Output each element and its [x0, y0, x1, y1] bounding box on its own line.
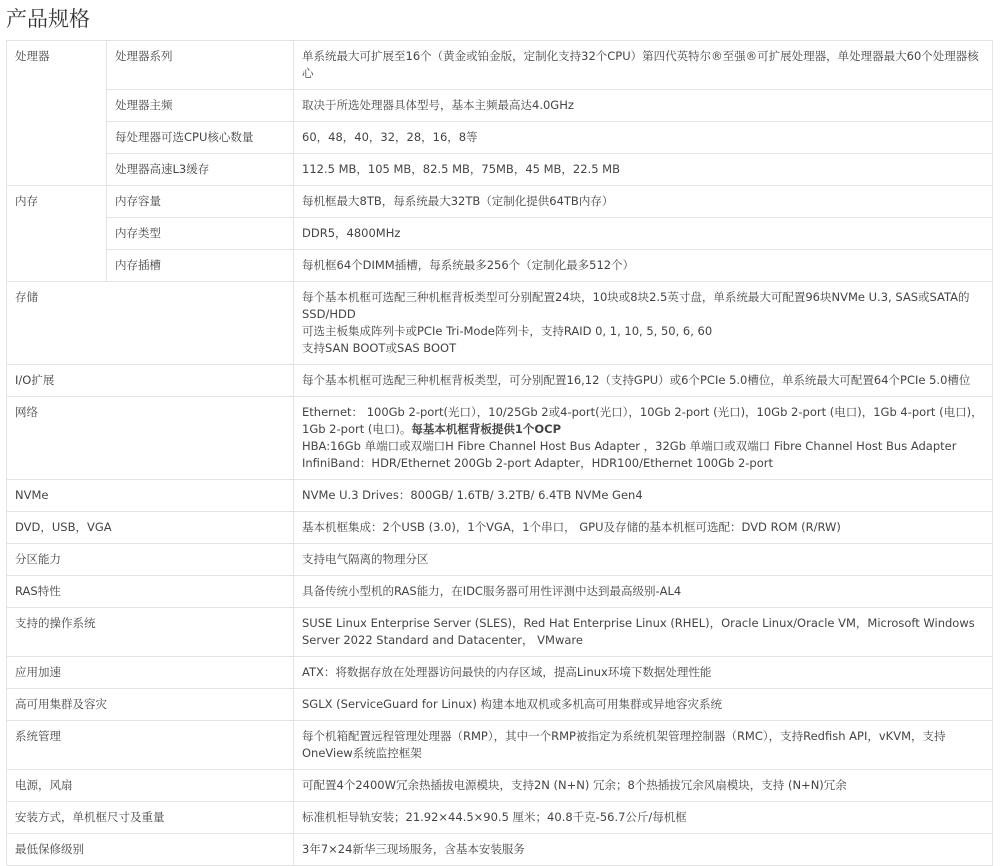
table-row: [7, 834, 993, 866]
table-row: [7, 576, 993, 608]
table-row: [7, 250, 993, 282]
spec-table: [6, 40, 993, 866]
spec-value: 60，48，40，32，28，16，8等: [294, 122, 993, 154]
spec-value: [294, 397, 993, 480]
spec-value: 每机框64个DIMM插槽，每系统最多256个（定制化最多512个）: [294, 250, 993, 282]
table-row: [7, 90, 993, 122]
spec-value: 标准机柜导轨安装；21.92×44.5×90.5 厘米；40.8千克-56.7公斤/每机框: [294, 802, 993, 834]
spec-value: 每个机箱配置远程管理处理器（RMP），其中一个RMP被指定为系统机架管理控制器（RMC），支持Redfish API，vKVM，支持OneView系统监控框架: [294, 721, 993, 770]
spec-value: 单系统最大可扩展至16个（黄金或铂金版，定制化支持32个CPU）第四代英特尔®至强®可扩展处理器，单处理器最大60个处理器核心: [294, 41, 993, 90]
category-cpu: 处理器: [7, 41, 107, 186]
spec-value: 支持电气隔离的物理分区: [294, 544, 993, 576]
table-row: [7, 154, 993, 186]
spec-value: 可配置4个2400W冗余热插拔电源模块，支持2N (N+N) 冗余；8个热插拔冗余风扇模块，支持 (N+N)冗余: [294, 770, 993, 802]
category-memory: 内存: [7, 186, 107, 282]
sub-label: 处理器系列: [107, 41, 294, 90]
category-partition: 分区能力: [7, 544, 294, 576]
table-row: [7, 282, 993, 365]
storage-line: 可选主板集成阵列卡或PCIe Tri-Mode阵列卡，支持RAID 0, 1, 10, 5, 50, 6, 60: [302, 324, 713, 338]
table-row: [7, 689, 993, 721]
table-row: [7, 186, 993, 218]
sub-label: 处理器主频: [107, 90, 294, 122]
spec-value: [294, 282, 993, 365]
table-row: [7, 122, 993, 154]
spec-value: 取决于所选处理器具体型号，基本主频最高达4.0GHz: [294, 90, 993, 122]
network-line: InfiniBand：HDR/Ethernet 200Gb 2-port Adapter，HDR100/Ethernet 100Gb 2-port: [302, 456, 773, 470]
table-row: [7, 512, 993, 544]
storage-line: 每个基本机框可选配三种机框背板类型可分别配置24块，10块或8块2.5英寸盘，单系统最大可配置96块NVMe U.3, SAS或SATA的SSD/HDD: [302, 290, 970, 321]
category-os: 支持的操作系统: [7, 608, 294, 657]
spec-value: 每个基本机框可选配三种机框背板类型，可分别配置16,12（支持GPU）或6个PCIe 5.0槽位，单系统最大可配置64个PCIe 5.0槽位: [294, 365, 993, 397]
sub-label: 每处理器可选CPU核心数量: [107, 122, 294, 154]
category-power: 电源，风扇: [7, 770, 294, 802]
spec-value: 每机框最大8TB，每系统最大32TB（定制化提供64TB内存）: [294, 186, 993, 218]
table-row: [7, 365, 993, 397]
category-nvme: NVMe: [7, 480, 294, 512]
spec-value: 3年7×24新华三现场服务，含基本安装服务: [294, 834, 993, 866]
category-mgmt: 系统管理: [7, 721, 294, 770]
network-ethernet: Ethernet： 100Gb 2-port(光口），10/25Gb 2或4-port(光口），10Gb 2-port (光口)，10Gb 2-port (电口)，1Gb 4-port (电口)，1Gb 2-port (电口)。: [302, 405, 983, 436]
category-storage: 存储: [7, 282, 294, 365]
table-row: [7, 480, 993, 512]
spec-value: SGLX (ServiceGuard for Linux) 构建本地双机或多机高可用集群或异地容灾系统: [294, 689, 993, 721]
category-io: I/O扩展: [7, 365, 294, 397]
table-row: [7, 544, 993, 576]
table-row: [7, 721, 993, 770]
table-row: [7, 397, 993, 480]
sub-label: 内存容量: [107, 186, 294, 218]
category-dvd: DVD，USB，VGA: [7, 512, 294, 544]
spec-value: NVMe U.3 Drives：800GB/ 1.6TB/ 3.2TB/ 6.4TB NVMe Gen4: [294, 480, 993, 512]
network-line: HBA:16Gb 单端口或双端口H Fibre Channel Host Bus Adapter ，32Gb 单端口或双端口 Fibre Channel Host Bus Adapter: [302, 439, 957, 453]
spec-value: 具备传统小型机的RAS能力，在IDC服务器可用性评测中达到最高级别-AL4: [294, 576, 993, 608]
sub-label: 内存类型: [107, 218, 294, 250]
category-install: 安装方式，单机框尺寸及重量: [7, 802, 294, 834]
sub-label: 内存插槽: [107, 250, 294, 282]
spec-value: 112.5 MB，105 MB，82.5 MB，75MB，45 MB，22.5 MB: [294, 154, 993, 186]
storage-line: 支持SAN BOOT或SAS BOOT: [302, 341, 457, 355]
spec-value: ATX：将数据存放在处理器访问最快的内存区域，提高Linux环境下数据处理性能: [294, 657, 993, 689]
sub-label: 处理器高速L3缓存: [107, 154, 294, 186]
category-network: 网络: [7, 397, 294, 480]
network-line: [302, 404, 984, 438]
category-accel: 应用加速: [7, 657, 294, 689]
spec-value: DDR5，4800MHz: [294, 218, 993, 250]
spec-value: 基本机框集成：2个USB (3.0)，1个VGA，1个串口， GPU及存储的基本机框可选配：DVD ROM (R/RW): [294, 512, 993, 544]
table-row: [7, 770, 993, 802]
spec-value: SUSE Linux Enterprise Server (SLES)，Red Hat Enterprise Linux (RHEL)，Oracle Linux/Oracle VM，Microsoft Windows Server 2022 Standard and Datacenter， VMware: [294, 608, 993, 657]
category-ha: 高可用集群及容灾: [7, 689, 294, 721]
category-warranty: 最低保修级别: [7, 834, 294, 866]
network-ocp-note: 每基本机框背板提供1个OCP: [411, 422, 562, 436]
category-ras: RAS特性: [7, 576, 294, 608]
page-title: 产品规格: [6, 7, 90, 31]
table-row: [7, 608, 993, 657]
table-row: [7, 218, 993, 250]
table-row: [7, 802, 993, 834]
table-row: [7, 657, 993, 689]
table-row: [7, 41, 993, 90]
